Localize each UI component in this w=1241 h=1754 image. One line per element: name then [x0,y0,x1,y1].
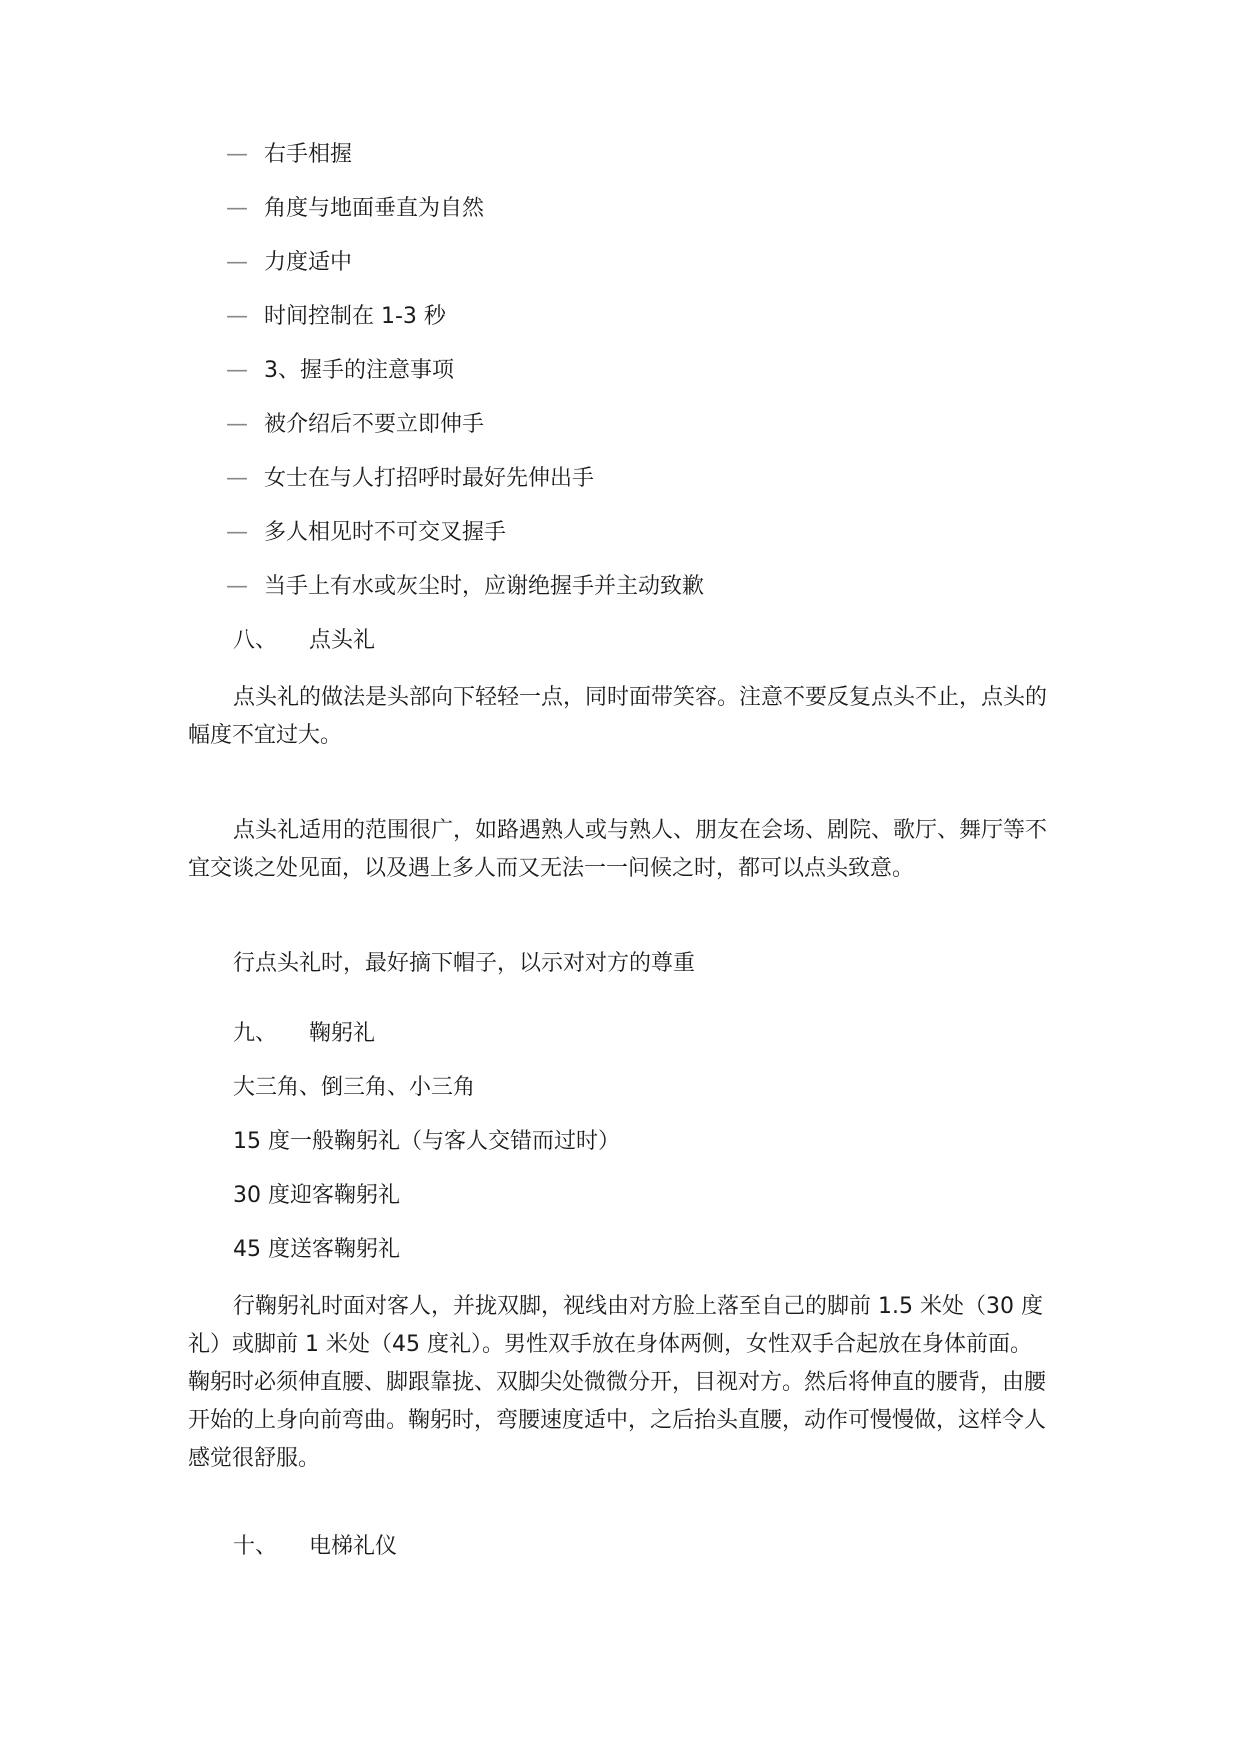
list-item [226,410,484,440]
text-line: 大三角、倒三角、小三角 [233,1075,476,1100]
paragraph: 行鞠躬礼时面对客人，并拢双脚，视线由对方脸上落至自己的脚前 1.5 米处（30 度礼）或脚前 1 米处（45 度礼）。男性双手放在身体两侧，女性双手合起放在身体前面。 鞠躬时必须伸直腰、脚跟靠拢、双脚尖处微微分开，目视对方。然后将伸直的腰背，由腰开始的上身向前弯曲。鞠躬时，弯腰速度适中，之后抬头直腰，动作可慢慢做，这样令人感觉很舒服。 [188,1294,1047,1471]
section-number: 十、 [233,1534,278,1559]
dash-bullet: — [226,196,248,221]
text-line: 30 度迎客鞠躬礼 [233,1183,400,1208]
list-item-text: 女士在与人打招呼时最好先伸出手 [264,466,595,491]
list-item-text: 当手上有水或灰尘时，应谢绝握手并主动致歉 [264,574,705,599]
list-item [226,572,704,602]
list-item [226,248,352,278]
dash-bullet: — [226,412,248,437]
text-line: 15 度一般鞠躬礼（与客人交错而过时） [233,1129,620,1154]
list-item [226,140,352,170]
section-heading [233,626,375,656]
dash-bullet: — [226,304,248,329]
dash-bullet: — [226,358,248,383]
dash-bullet: — [226,466,248,491]
list-item-text: 力度适中 [264,250,353,275]
section-title: 电梯礼仪 [309,1534,398,1559]
list-item-text: 右手相握 [264,142,353,167]
list-item-text: 多人相见时不可交叉握手 [264,520,507,545]
text-line: 45 度送客鞠躬礼 [233,1237,400,1262]
list-item [226,464,594,494]
paragraph: 行点头礼时，最好摘下帽子，以示对对方的尊重 [233,951,696,976]
dash-bullet: — [226,574,248,599]
section-number: 九、 [233,1021,278,1046]
list-item [226,302,446,332]
paragraph: 点头礼适用的范围很广，如路遇熟人或与熟人、朋友在会场、剧院、歌厅、舞厅等不宜交谈之处见面，以及遇上多人而又无法一一问候之时，都可以点头致意。 [188,818,1048,881]
list-item [226,194,484,224]
section-heading [233,1532,397,1562]
section-number: 八、 [233,628,278,653]
list-item [226,356,454,386]
section-title: 鞠躬礼 [309,1021,376,1046]
list-item-text: 3、握手的注意事项 [264,358,454,383]
section-title: 点头礼 [309,628,376,653]
dash-bullet: — [226,142,248,167]
list-item [226,518,506,548]
list-item-text: 角度与地面垂直为自然 [264,196,485,221]
dash-bullet: — [226,520,248,545]
list-item-text: 时间控制在 1-3 秒 [264,304,446,329]
list-item-text: 被介绍后不要立即伸手 [264,412,485,437]
paragraph: 点头礼的做法是头部向下轻轻一点，同时面带笑容。注意不要反复点头不止，点头的幅度不宜过大。 [188,685,1048,748]
section-heading [233,1019,375,1049]
dash-bullet: — [226,250,248,275]
